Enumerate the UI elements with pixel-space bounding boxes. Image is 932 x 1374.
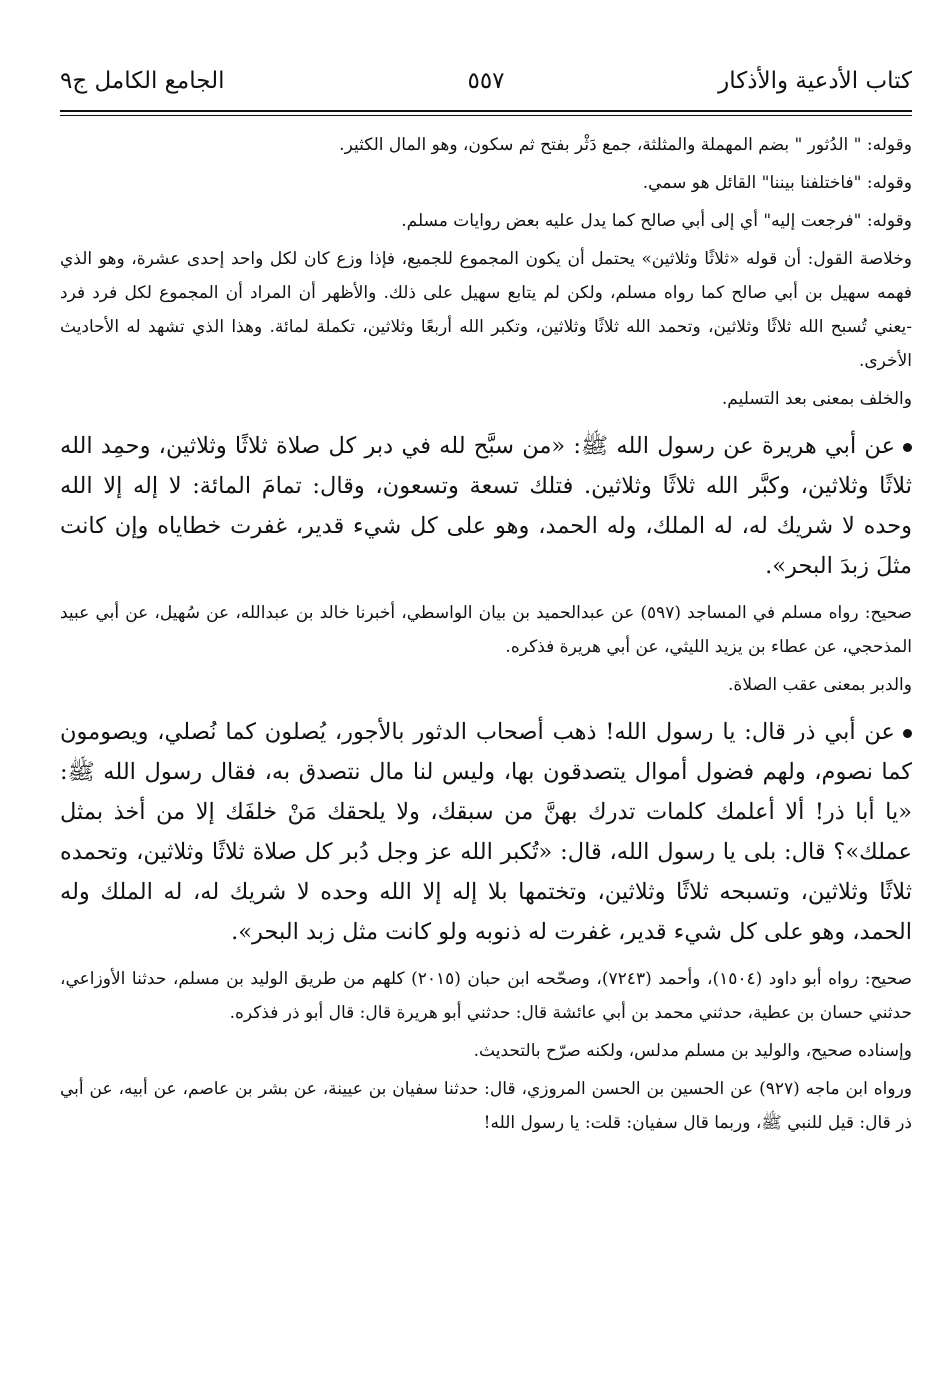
- bullet-icon: [903, 729, 912, 738]
- header-rule-thick: [60, 110, 912, 112]
- book-page: [60, 60, 912, 1140]
- running-header: [60, 60, 912, 108]
- paragraph-text: وقوله: " الدُثور " بضم المهملة والمثلثة، جمع دَثْر بفتح ثم سكون، وهو المال الكثير.: [339, 135, 912, 155]
- paragraph-text: والدبر بمعنى عقب الصلاة.: [728, 675, 912, 695]
- note-rajaat: [60, 204, 912, 238]
- book-title: كتاب الأدعية والأذكار: [718, 68, 912, 94]
- bullet-icon: [903, 443, 912, 452]
- paragraph-text: وقوله: "فاختلفنا بيننا" القائل هو سمي.: [642, 173, 912, 193]
- paragraph-text: والخلف بمعنى بعد التسليم.: [721, 389, 912, 409]
- paragraph-text: عن أبي هريرة عن رسول الله ﷺ: «من سبَّح لله في دبر كل صلاة ثلاثًا وثلاثين، وحمِد الله ثلاثًا وثلاثين، وكبَّر الله ثلاثًا وثلاثين. فتلك تسعة وتسعون، وقال: تمامَ المائة: لا إله إلا الله وحده لا شريك له، له الملك، وله الحمد، وهو على كل شيء قدير، غفرت خطاياه وإن كانت مثلَ زبدَ البحر».: [60, 433, 912, 579]
- note-dathur: [60, 128, 912, 162]
- note-dubur: [60, 668, 912, 702]
- header-rule-thin: [60, 115, 912, 116]
- page-number: ٥٥٧: [467, 68, 505, 94]
- volume-label: الجامع الكامل ج٩: [60, 68, 225, 94]
- takhrij-abu-dawud: [60, 962, 912, 1030]
- summary-paragraph: [60, 242, 912, 378]
- paragraph-text: وخلاصة القول: أن قوله «ثلاثًا وثلاثين» يحتمل أن يكون المجموع للجميع، فإذا وزع كان لكل واحد إحدى عشرة، وهو الذي فهمه سهيل بن أبي صالح كما رواه مسلم، ولكن لم يتابع سهيل على ذلك. والأظهر أن المراد أن المجموع لكل فرد فرد -يعني تُسبح الله ثلاثًا وثلاثين، وتحمد الله ثلاثًا وثلاثين، وتكبر الله أربعًا وثلاثين، تكملة لمائة. وهذا الذي تشهد له الأحاديث الأخرى.: [60, 249, 912, 371]
- paragraph-text: وقوله: "فرجعت إليه" أي إلى أبي صالح كما يدل عليه بعض روايات مسلم.: [401, 211, 912, 231]
- hadith-abu-hurayra: [60, 426, 912, 586]
- takhrij-muslim: [60, 596, 912, 664]
- paragraph-text: صحيح: رواه أبو داود (١٥٠٤)، وأحمد (٧٢٤٣)، وصحّحه ابن حبان (٢٠١٥) كلهم من طريق الوليد بن مسلم، حدثنا الأوزاعي، حدثني حسان بن عطية، حدثني محمد بن أبي عائشة قال: حدثني أبو هريرة قال: قال أبو ذر فذكره.: [60, 969, 912, 1023]
- paragraph-text: صحيح: رواه مسلم في المساجد (٥٩٧) عن عبدالحميد بن بيان الواسطي، أخبرنا خالد بن عبدالله، عن سُهيل، عن أبي عبيد المذحجي، عن عطاء بن يزيد الليثي، عن أبي هريرة فذكره.: [60, 603, 912, 657]
- isnad-note: [60, 1034, 912, 1068]
- page-body: [60, 128, 912, 1140]
- paragraph-text: ورواه ابن ماجه (٩٢٧) عن الحسين بن الحسن المروزي، قال: حدثنا سفيان بن عيينة، عن بشر بن عاصم، عن أبيه، عن أبي ذر قال: قيل للنبي ﷺ، وربما قال سفيان: قلت: يا رسول الله!: [60, 1079, 913, 1133]
- paragraph-text: وإسناده صحيح، والوليد بن مسلم مدلس، ولكنه صرّح بالتحديث.: [473, 1041, 912, 1061]
- hadith-abu-dharr: [60, 712, 912, 952]
- takhrij-ibn-majah: [60, 1072, 912, 1140]
- paragraph-text: عن أبي ذر قال: يا رسول الله! ذهب أصحاب الدثور بالأجور، يُصلون كما نُصلي، ويصومون كما نصوم، ولهم فضول أموال يتصدقون بها، وليس لنا مال نتصدق به، فقال رسول الله ﷺ: «يا أبا ذر! ألا أعلمك كلمات تدرك بهنَّ من سبقك، ولا يلحقك مَنْ خلفَك إلا من أخذ بمثل عملك»؟ قال: بلى يا رسول الله، قال: «تُكبر الله عز وجل دُبر كل صلاة ثلاثًا وثلاثين، وتحمده ثلاثًا وثلاثين، وتسبحه ثلاثًا وثلاثين، وتختمها بلا إله إلا الله وحده لا شريك له، له الملك وله الحمد، وهو على كل شيء قدير، غفرت له ذنوبه ولو كانت مثل زبد البحر».: [60, 719, 912, 945]
- note-khalf: [60, 382, 912, 416]
- note-ikhtalafna: [60, 166, 912, 200]
